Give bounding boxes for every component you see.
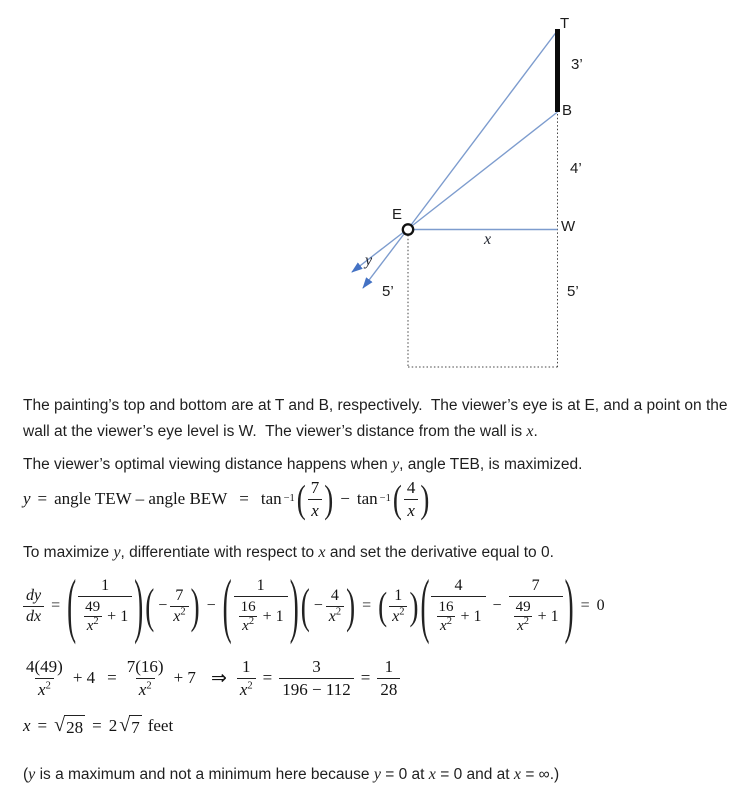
equals-sign: = — [37, 716, 48, 735]
text-run: , angle TEB, is maximized. — [399, 455, 583, 473]
math-var-y: y — [373, 765, 381, 783]
angle-difference-text: angle TEW – angle BEW — [54, 489, 228, 508]
denominator — [389, 606, 407, 626]
exponent-2: 2 — [523, 616, 530, 628]
equals-sign: = — [92, 716, 102, 735]
text-run: , differentiate with respect to — [120, 543, 319, 561]
text-run: = 0 and at — [435, 765, 514, 783]
tan-function: tan — [356, 489, 378, 508]
left-paren: ( — [378, 583, 388, 628]
numerator: dy — [26, 586, 42, 604]
denominator — [239, 616, 257, 635]
equals-sign: = — [360, 668, 371, 687]
numerator: 1 — [384, 657, 394, 677]
numerator: 7(16) — [126, 657, 164, 677]
left-paren: ( — [145, 578, 155, 633]
numerator: 49 — [85, 598, 101, 615]
fraction-3-over-196minus112 — [279, 657, 353, 698]
fraction-4-over-x2 — [326, 587, 344, 626]
diagram-canvas — [0, 0, 756, 380]
label-angle-y: y — [365, 252, 373, 269]
denominator: dx — [23, 606, 44, 626]
label-distance-x: x — [484, 231, 492, 248]
plus-7: + 7 — [173, 668, 196, 687]
label-point-t: T — [560, 15, 570, 32]
fraction-1-over-x2 — [237, 657, 256, 698]
denominator: 196 − 112 — [279, 678, 353, 699]
radical-icon: √ — [119, 713, 131, 736]
numerator: 1 — [101, 576, 110, 594]
coefficient-2: 2 — [108, 716, 118, 735]
numerator: 4(49) — [26, 657, 63, 677]
fraction-1-over-16x2plus1 — [234, 577, 288, 636]
math-var-y: y — [392, 455, 400, 473]
sqrt-7 — [119, 715, 141, 738]
exponent-2: 2 — [399, 606, 405, 618]
math-var-x: x — [38, 679, 46, 699]
math-var-x: x — [239, 679, 248, 699]
denominator — [78, 596, 132, 636]
math-var-x: x — [526, 422, 534, 440]
numerator: 49 — [515, 598, 531, 615]
numerator: 4 — [330, 586, 339, 604]
math-var-y: y — [23, 489, 31, 508]
denominator: 28 — [377, 678, 400, 699]
label-eye-height-left: 5’ — [382, 283, 394, 300]
fraction-16-over-x2 — [435, 599, 456, 636]
math-var-x: x — [318, 543, 326, 561]
minus-sign: − — [313, 597, 323, 614]
equals-sign: = — [580, 597, 590, 614]
zero: 0 — [596, 597, 605, 614]
math-var-y: y — [113, 543, 121, 561]
denominator — [437, 616, 455, 635]
paragraph-maximum-note — [23, 762, 739, 788]
denominator — [35, 678, 54, 699]
numerator: 1 — [394, 586, 403, 604]
equation-result — [23, 712, 173, 740]
fraction-4-over-x — [404, 478, 419, 519]
math-var-x: x — [138, 679, 147, 699]
plus-one: + 1 — [537, 608, 559, 625]
label-painting-height: 3’ — [571, 56, 583, 73]
paragraph-goal — [23, 452, 739, 478]
math-var-x: x — [392, 607, 400, 625]
text-run: . — [533, 422, 538, 440]
math-var-x: x — [23, 716, 31, 735]
fraction-1-over-28 — [377, 657, 400, 698]
unit-feet: feet — [147, 716, 174, 735]
right-paren: ) — [289, 564, 299, 645]
text-run: ( — [23, 765, 29, 783]
exponent-2: 2 — [45, 679, 51, 691]
exponent-2: 2 — [446, 616, 452, 628]
math-var-x: x — [242, 618, 249, 635]
left-paren: ( — [296, 476, 306, 521]
equals-sign: = — [362, 597, 372, 614]
fraction-7-over-x — [308, 478, 323, 519]
plus-one: + 1 — [107, 608, 129, 625]
math-var-x: x — [440, 618, 447, 635]
minus-sign: − — [492, 597, 502, 614]
fraction-1-over-x2 — [389, 587, 407, 626]
fraction-7x16-over-x2 — [124, 657, 167, 698]
equals-sign: = — [107, 668, 117, 687]
math-var-x: x — [86, 618, 94, 635]
paragraph-setup — [23, 393, 739, 445]
minus-sign: − — [340, 489, 350, 508]
numerator: 7 — [531, 576, 540, 594]
text-run: To maximize — [23, 543, 114, 561]
denominator — [84, 616, 102, 635]
denominator: x — [308, 499, 322, 520]
fraction-1-over-49x2plus1 — [78, 577, 132, 636]
denominator — [326, 606, 344, 626]
exponent-2: 2 — [93, 616, 99, 628]
minus-sign: − — [206, 597, 216, 614]
radicand: 28 — [64, 715, 85, 738]
tan-function: tan — [260, 489, 282, 508]
numerator: 7 — [310, 478, 320, 498]
implies-arrow: ⇒ — [210, 667, 227, 689]
numerator: 7 — [175, 586, 184, 604]
left-paren: ( — [222, 564, 232, 645]
left-paren: ( — [67, 564, 77, 645]
exponent-2: 2 — [248, 616, 255, 628]
exponent-2: 2 — [180, 606, 186, 618]
numerator: 4 — [454, 576, 463, 594]
math-var-y: y — [28, 765, 36, 783]
left-paren: ( — [392, 476, 402, 521]
equation-angle-definition: y = angle TEW – angle BEW = tan −1 ( $\frac{7}{x}$ ) − tan −1 ( $\frac{4}{x}$ ) — [23, 476, 430, 521]
exponent-2: 2 — [146, 679, 152, 691]
left-paren: ( — [300, 578, 310, 633]
right-paren: ) — [409, 583, 419, 628]
fraction-4x49-over-x2 — [23, 657, 66, 698]
denominator: x — [404, 499, 418, 520]
plus-one: + 1 — [460, 608, 482, 625]
math-var-x: x — [517, 618, 524, 635]
label-point-e: E — [392, 206, 403, 223]
numerator: 4 — [406, 478, 416, 498]
right-paren: ) — [564, 564, 574, 645]
text-run: and set the derivative equal to 0. — [325, 543, 554, 561]
text-run: The painting’s top and bottom are at T and B, respectively. The viewer’s eye is at E, and a point on the wall at the viewer’s eye level is W. The viewer’s distance from the wall is — [23, 396, 732, 440]
math-var-x: x — [328, 607, 336, 625]
equals-sign: = — [37, 489, 48, 508]
numerator: 16 — [240, 598, 256, 615]
numerator: 1 — [242, 657, 251, 677]
left-paren: ( — [420, 564, 430, 645]
fraction-4-over-16x2plus1 — [431, 577, 485, 636]
exponent-2: 2 — [335, 606, 342, 618]
plus-4: + 4 — [72, 668, 96, 687]
denominator — [431, 596, 485, 636]
paragraph-method — [23, 540, 739, 566]
fraction-16-over-x2 — [238, 599, 259, 636]
sqrt-28 — [54, 715, 85, 738]
fraction-dy-dx — [23, 587, 44, 626]
label-point-b: B — [562, 102, 573, 119]
equals-sign: = — [262, 668, 273, 687]
text-run: The viewer’s optimal viewing distance happens when — [23, 455, 393, 473]
text-run: = 0 at — [380, 765, 429, 783]
numerator: 3 — [312, 657, 321, 677]
denominator — [170, 606, 188, 626]
math-var-x: x — [428, 765, 436, 783]
plus-one: + 1 — [262, 608, 284, 625]
label-point-w: W — [561, 218, 576, 235]
denominator — [237, 678, 256, 699]
minus-sign: − — [158, 597, 168, 614]
right-paren: ) — [190, 578, 200, 633]
fraction-7-over-x2 — [170, 587, 188, 626]
radical-icon: √ — [54, 713, 66, 736]
denominator — [136, 678, 155, 699]
right-paren: ) — [420, 476, 430, 521]
right-paren: ) — [134, 564, 144, 645]
text-run: is a maximum and not a minimum here because — [35, 765, 374, 783]
text-run: = ∞.) — [521, 765, 560, 783]
denominator — [514, 616, 532, 635]
label-eye-height-right: 5’ — [567, 283, 579, 300]
numerator: 1 — [256, 576, 265, 594]
denominator — [509, 596, 563, 636]
equals-sign: = — [239, 489, 249, 508]
right-paren: ) — [346, 578, 356, 633]
viewing-distance-diagram — [0, 0, 756, 380]
exponent-2: 2 — [247, 679, 253, 691]
fraction-49-over-x2 — [513, 599, 534, 636]
eye-circle — [403, 224, 413, 234]
math-var-x: x — [513, 765, 522, 783]
equation-derivative — [23, 564, 605, 645]
numerator: 16 — [438, 598, 454, 615]
denominator — [234, 596, 288, 636]
math-var-x: x — [173, 607, 181, 625]
fraction-49-over-x2 — [82, 599, 103, 636]
equals-sign: = — [51, 597, 61, 614]
radicand: 7 — [129, 715, 142, 738]
label-bottom-to-eye: 4’ — [570, 160, 582, 177]
fraction-7-over-49x2plus1 — [509, 577, 563, 636]
right-paren: ) — [324, 476, 334, 521]
equation-solve-x2 — [23, 653, 400, 703]
